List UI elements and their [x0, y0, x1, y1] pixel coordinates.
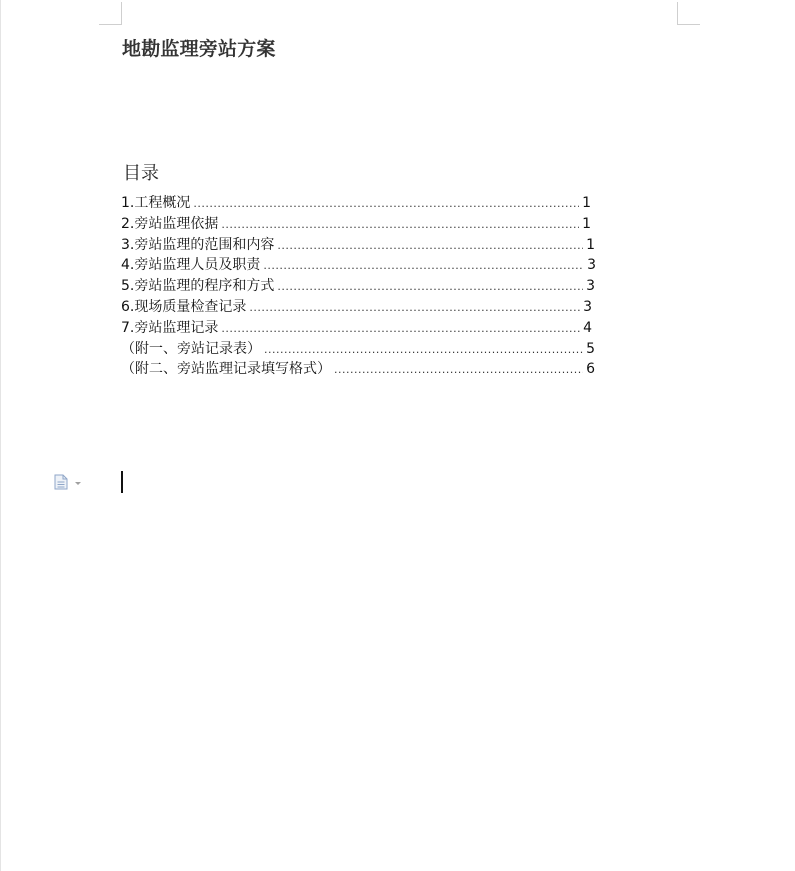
toc-entry-page-number: 5	[586, 340, 595, 357]
toc-entry[interactable]	[121, 193, 591, 214]
toc-dot-leader	[334, 360, 583, 381]
toc-entry-page-number: 3	[583, 298, 592, 315]
toc-entry-label: 7.旁站监理记录	[121, 319, 219, 336]
toc-dot-leader	[264, 340, 583, 361]
toc-dot-leader	[221, 215, 579, 236]
toc-entry-page-number: 1	[586, 236, 595, 253]
toc-entry-page-number: 1	[582, 215, 591, 232]
toc-entry-label: 1.工程概况	[121, 195, 191, 211]
caret-down-icon	[73, 474, 83, 490]
toc-entry[interactable]	[121, 214, 591, 235]
toc-dot-leader	[263, 256, 584, 277]
toc-dot-leader	[277, 277, 583, 298]
toc-entry[interactable]	[121, 297, 592, 318]
toc-entry-page-number: 6	[586, 361, 595, 378]
toc-entry-page-number: 1	[582, 195, 591, 211]
toc-entry[interactable]	[121, 276, 595, 297]
toc-entry-page-number: 3	[587, 257, 596, 274]
toc-heading[interactable]: 目录	[123, 163, 159, 184]
toc-dot-leader	[277, 236, 583, 257]
toc-entry-label: 6.现场质量检查记录	[121, 298, 247, 315]
crop-mark-top-left	[99, 2, 122, 25]
toc-entry[interactable]	[121, 255, 596, 276]
toc-dot-leader	[221, 319, 580, 340]
toc-entry[interactable]	[121, 339, 595, 360]
paragraph-options-button[interactable]	[54, 474, 84, 490]
toc-entry-label: 4.旁站监理人员及职责	[121, 257, 261, 274]
crop-mark-top-right	[677, 2, 700, 25]
toc-entry-label: 5.旁站监理的程序和方式	[121, 278, 275, 295]
document-title[interactable]: 地勘监理旁站方案	[122, 38, 276, 60]
toc-entry-page-number: 4	[583, 319, 592, 336]
toc-entry[interactable]	[121, 359, 595, 380]
text-cursor	[121, 471, 123, 493]
toc-entry-label: 2.旁站监理依据	[121, 215, 219, 232]
toc-entry-label: 3.旁站监理的范围和内容	[121, 236, 275, 253]
toc-entry-label: （附一、旁站记录表）	[121, 340, 261, 357]
document-icon	[54, 474, 68, 490]
toc-entry[interactable]	[121, 235, 595, 256]
toc-dot-leader	[249, 298, 580, 319]
toc-entry-label: （附二、旁站监理记录填写格式）	[121, 361, 331, 378]
table-of-contents	[121, 193, 596, 380]
toc-entry[interactable]	[121, 318, 592, 339]
toc-dot-leader	[193, 194, 579, 215]
toc-entry-page-number: 3	[586, 278, 595, 295]
